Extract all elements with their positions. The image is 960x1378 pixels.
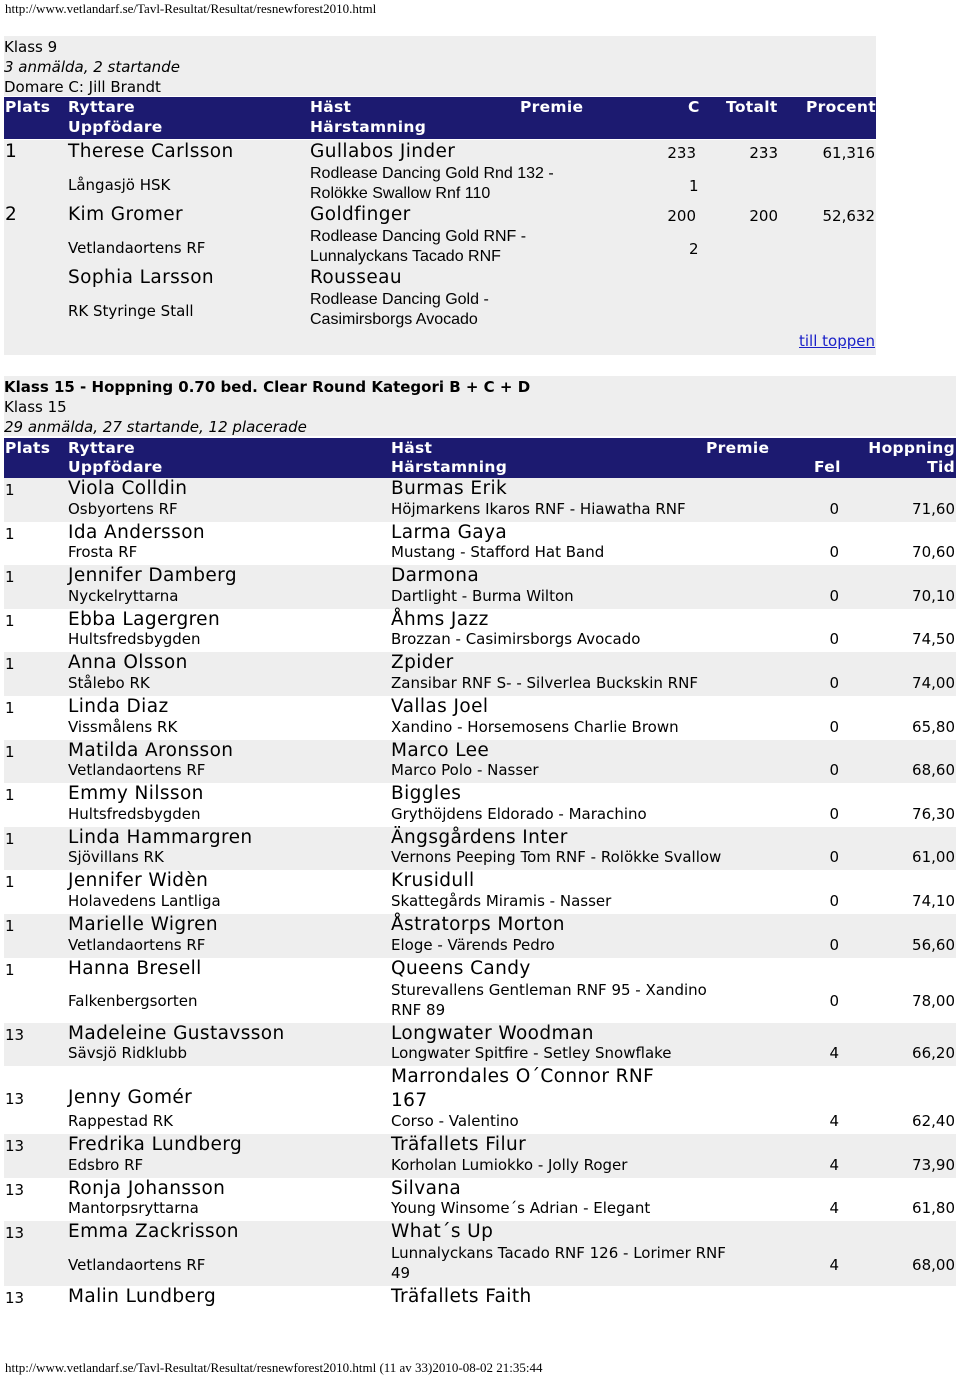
row-hast: Goldfinger bbox=[310, 204, 411, 225]
row-hast: Queens Candy bbox=[391, 957, 531, 979]
row-harstamning: Mustang - Stafford Hat Band bbox=[391, 543, 605, 562]
row-tid: 70,60 bbox=[912, 543, 955, 562]
row-fel: 0 bbox=[829, 891, 839, 910]
row-hast: What´s Up bbox=[391, 1221, 494, 1243]
klass15-table bbox=[4, 478, 956, 1313]
row-uppfodare: Hultsfredsbygden bbox=[68, 804, 201, 823]
row-plats: 1 bbox=[5, 786, 15, 805]
row-hast: Träfallets Filur bbox=[391, 1134, 527, 1156]
header-ryttare: Ryttare bbox=[68, 98, 135, 116]
table-row bbox=[4, 914, 956, 958]
row-plats: 1 bbox=[5, 524, 15, 543]
row-ryttare: Viola Colldin bbox=[68, 478, 188, 499]
row-plats: 1 bbox=[5, 655, 15, 674]
row-tid: 65,80 bbox=[912, 717, 955, 736]
row-tid: 74,00 bbox=[912, 673, 955, 692]
row-ryttare: Kim Gromer bbox=[68, 204, 184, 225]
row-ryttare: Marielle Wigren bbox=[68, 913, 219, 935]
row-hast: Åhms Jazz bbox=[391, 608, 489, 630]
row-uppfodare: Sjövillans RK bbox=[68, 848, 164, 867]
table-row bbox=[4, 870, 956, 914]
header-premie: Premie bbox=[706, 439, 770, 457]
row-hast: Marco Lee bbox=[391, 739, 490, 761]
table-row bbox=[4, 478, 956, 522]
row-harstamning: Dartlight - Burma Wilton bbox=[391, 586, 574, 605]
klass9-subtitle: 3 anmälda, 2 startande bbox=[4, 58, 180, 76]
table-row bbox=[4, 140, 876, 203]
header-tid: Tid bbox=[927, 458, 955, 476]
header-c: C bbox=[688, 98, 700, 116]
row-tid: 74,10 bbox=[912, 891, 955, 910]
row-ryttare: Anna Olsson bbox=[68, 652, 188, 674]
row-hast: Gullabos Jinder bbox=[310, 141, 456, 162]
row-plats: 1 bbox=[5, 698, 15, 717]
row-tid: 71,60 bbox=[912, 499, 955, 518]
row-fel: 0 bbox=[829, 804, 839, 823]
klass9-title: Klass 9 bbox=[4, 38, 58, 56]
row-ryttare: Sophia Larsson bbox=[68, 267, 215, 288]
row-harstamning-1: Rodlease Dancing Gold RNF - bbox=[310, 228, 527, 245]
row-tid: 56,60 bbox=[912, 935, 955, 954]
row-plats: 13 bbox=[5, 1137, 25, 1156]
row-fel: 0 bbox=[829, 586, 839, 605]
row-fel: 4 bbox=[829, 1155, 839, 1174]
row-harstamning: Vernons Peeping Tom RNF - Rolökke Svallow bbox=[391, 848, 722, 867]
row-uppfodare: Holavedens Lantliga bbox=[68, 891, 221, 910]
table-row bbox=[4, 696, 956, 740]
row-hast-2: 167 bbox=[391, 1090, 428, 1112]
row-harstamning: Zansibar RNF S- - Silverlea Buckskin RNF bbox=[391, 673, 698, 692]
row-fel: 0 bbox=[829, 543, 839, 562]
row-ryttare: Malin Lundberg bbox=[68, 1286, 217, 1308]
row-uppfodare: Sävsjö Ridklubb bbox=[68, 1044, 188, 1063]
row-uppfodare: Edsbro RF bbox=[68, 1155, 144, 1174]
row-ryttare: Hanna Bresell bbox=[68, 957, 202, 979]
row-plats: 1 bbox=[5, 873, 15, 892]
klass15-subtitle: Klass 15 bbox=[4, 398, 67, 416]
row-harstamning-1: Rodlease Dancing Gold - bbox=[310, 291, 489, 308]
row-plats: 13 bbox=[5, 1025, 25, 1044]
row-fel: 0 bbox=[829, 761, 839, 780]
to-top-row bbox=[4, 329, 876, 355]
row-c: 200 bbox=[667, 207, 696, 225]
row-plats: 1 bbox=[5, 960, 15, 979]
table-row bbox=[4, 783, 956, 827]
table-row bbox=[4, 652, 956, 696]
row-tid: 70,10 bbox=[912, 586, 955, 605]
row-tid: 61,80 bbox=[912, 1199, 955, 1218]
header-hast: Häst bbox=[310, 98, 352, 116]
row-tid: 66,20 bbox=[912, 1044, 955, 1063]
row-hast: Biggles bbox=[391, 783, 462, 805]
row-plats: 1 bbox=[5, 611, 15, 630]
row-hast: Darmona bbox=[391, 565, 480, 587]
row-plats: 1 bbox=[5, 916, 15, 935]
row-hast: Longwater Woodman bbox=[391, 1022, 594, 1044]
row-plats: 1 bbox=[5, 141, 18, 162]
row-uppfodare: Långasjö HSK bbox=[68, 176, 171, 194]
page-footer: http://www.vetlandarf.se/Tavl-Resultat/Resultat/resnewforest2010.html (11 av 33)2010-08-02 21:35:44 bbox=[5, 1360, 543, 1375]
row-harstamning-1: Rodlease Dancing Gold Rnd 132 - bbox=[310, 165, 554, 182]
row-uppfodare: Osbyortens RF bbox=[68, 499, 178, 518]
row-harstamning: Xandino - Horsemosens Charlie Brown bbox=[391, 717, 679, 736]
table-row bbox=[4, 1178, 956, 1222]
header-premie: Premie bbox=[520, 98, 584, 116]
row-fel: 0 bbox=[829, 717, 839, 736]
to-top-link[interactable]: till toppen bbox=[799, 332, 875, 350]
row-ryttare: Jenny Gomér bbox=[68, 1087, 193, 1109]
row-hast: Zpider bbox=[391, 652, 454, 674]
table-row bbox=[4, 1066, 956, 1134]
table-row bbox=[4, 1221, 956, 1286]
klass15-info bbox=[4, 376, 956, 436]
row-ryttare: Fredrika Lundberg bbox=[68, 1134, 243, 1156]
row-harstamning: Eloge - Värends Pedro bbox=[391, 935, 555, 954]
header-hast: Häst bbox=[391, 439, 433, 457]
row-ryttare: Emma Zackrisson bbox=[68, 1221, 239, 1243]
klass15-table-header bbox=[4, 438, 956, 478]
row-uppfodare: Vetlandaortens RF bbox=[68, 1255, 206, 1274]
row-fel: 0 bbox=[829, 848, 839, 867]
row-totalt: 200 bbox=[749, 207, 778, 225]
row-harstamning: Longwater Spitfire - Setley Snowflake bbox=[391, 1044, 672, 1063]
klass9-info bbox=[4, 36, 876, 96]
row-plats: 13 bbox=[5, 1289, 25, 1308]
row-uppfodare: Vetlandaortens RF bbox=[68, 239, 206, 257]
row-fel: 4 bbox=[829, 1199, 839, 1218]
row-tid: 76,30 bbox=[912, 804, 955, 823]
row-hast: Vallas Joel bbox=[391, 695, 489, 717]
table-row bbox=[4, 266, 876, 329]
header-fel: Fel bbox=[814, 458, 841, 476]
row-hast: Burmas Erik bbox=[391, 478, 508, 499]
row-ryttare: Madeleine Gustavsson bbox=[68, 1022, 285, 1044]
klass9-judge: Domare C: Jill Brandt bbox=[4, 78, 161, 96]
row-uppfodare: Falkenbergsorten bbox=[68, 992, 198, 1011]
table-row bbox=[4, 1023, 956, 1067]
row-harstamning-2: RNF 89 bbox=[391, 1000, 446, 1019]
header-harstamning: Härstamning bbox=[391, 458, 508, 476]
row-harstamning: Skattegårds Miramis - Nasser bbox=[391, 891, 612, 910]
row-plats: 13 bbox=[5, 1090, 25, 1109]
row-tid: 74,50 bbox=[912, 630, 955, 649]
table-row bbox=[4, 740, 956, 784]
row-hast: Larma Gaya bbox=[391, 521, 508, 543]
row-plats: 1 bbox=[5, 742, 15, 761]
table-row bbox=[4, 565, 956, 609]
klass9-table-header bbox=[4, 97, 876, 139]
row-uppfodare: Mantorpsryttarna bbox=[68, 1199, 199, 1218]
klass15-counts: 29 anmälda, 27 startande, 12 placerade bbox=[4, 418, 307, 436]
row-ryttare: Linda Hammargren bbox=[68, 826, 253, 848]
row-fel: 4 bbox=[829, 1255, 839, 1274]
row-plats: 13 bbox=[5, 1224, 25, 1243]
row-hast: Rousseau bbox=[310, 267, 402, 288]
row-harstamning: Marco Polo - Nasser bbox=[391, 761, 539, 780]
row-ryttare: Ebba Lagergren bbox=[68, 608, 221, 630]
row-tid: 68,60 bbox=[912, 761, 955, 780]
row-totalt: 233 bbox=[749, 144, 778, 162]
row-fel: 0 bbox=[829, 673, 839, 692]
row-ryttare: Therese Carlsson bbox=[68, 141, 234, 162]
header-ryttare: Ryttare bbox=[68, 439, 135, 457]
header-harstamning: Härstamning bbox=[310, 118, 427, 136]
row-tid: 78,00 bbox=[912, 992, 955, 1011]
row-ryttare: Jennifer Damberg bbox=[68, 565, 237, 587]
page-url-header: http://www.vetlandarf.se/Tavl-Resultat/Resultat/resnewforest2010.html bbox=[5, 1, 377, 16]
header-plats: Plats bbox=[5, 439, 51, 457]
row-fel: 4 bbox=[829, 1112, 839, 1131]
row-hast: Ängsgårdens Inter bbox=[391, 826, 568, 848]
header-totalt: Totalt bbox=[726, 98, 778, 116]
row-uppfodare: Frosta RF bbox=[68, 543, 138, 562]
row-uppfodare: Stålebo RK bbox=[68, 673, 150, 692]
row-plats: 1 bbox=[5, 568, 15, 587]
row-harstamning-2: 49 bbox=[391, 1264, 411, 1283]
row-tid: 62,40 bbox=[912, 1112, 955, 1131]
row-harstamning: Grythöjdens Eldorado - Marachino bbox=[391, 804, 647, 823]
row-fel: 0 bbox=[829, 499, 839, 518]
row-procent: 61,316 bbox=[822, 144, 875, 162]
row-premie: 1 bbox=[689, 177, 699, 195]
row-ryttare: Matilda Aronsson bbox=[68, 739, 234, 761]
row-uppfodare: Vetlandaortens RF bbox=[68, 935, 206, 954]
row-hast: Träfallets Faith bbox=[391, 1286, 532, 1308]
row-tid: 73,90 bbox=[912, 1155, 955, 1174]
row-hast: Åstratorps Morton bbox=[391, 913, 565, 935]
row-uppfodare: Vissmålens RK bbox=[68, 717, 178, 736]
row-uppfodare: Vetlandaortens RF bbox=[68, 761, 206, 780]
row-plats: 1 bbox=[5, 481, 15, 499]
klass15-title: Klass 15 - Hoppning 0.70 bed. Clear Round Kategori B + C + D bbox=[4, 378, 531, 396]
row-procent: 52,632 bbox=[822, 207, 875, 225]
row-harstamning-2: Lunnalyckans Tacado RNF bbox=[310, 248, 501, 265]
row-hast: Silvana bbox=[391, 1177, 462, 1199]
header-uppfodare: Uppfödare bbox=[68, 458, 163, 476]
row-tid: 68,00 bbox=[912, 1255, 955, 1274]
row-ryttare: Ronja Johansson bbox=[68, 1177, 226, 1199]
row-harstamning: Korholan Lumiokko - Jolly Roger bbox=[391, 1155, 628, 1174]
row-fel: 0 bbox=[829, 935, 839, 954]
table-row bbox=[4, 203, 876, 266]
row-harstamning: Höjmarkens Ikaros RNF - Hiawatha RNF bbox=[391, 499, 686, 518]
table-row bbox=[4, 958, 956, 1023]
row-fel: 0 bbox=[829, 630, 839, 649]
row-harstamning-2: Rolökke Swallow Rnf 110 bbox=[310, 185, 491, 202]
row-c: 233 bbox=[667, 144, 696, 162]
row-ryttare: Emmy Nilsson bbox=[68, 783, 204, 805]
row-premie: 2 bbox=[689, 240, 699, 258]
row-uppfodare: Hultsfredsbygden bbox=[68, 630, 201, 649]
header-plats: Plats bbox=[5, 98, 51, 116]
row-harstamning: Corso - Valentino bbox=[391, 1112, 519, 1131]
row-ryttare: Linda Diaz bbox=[68, 695, 169, 717]
table-row bbox=[4, 522, 956, 566]
row-plats: 2 bbox=[5, 204, 18, 225]
row-fel: 4 bbox=[829, 1044, 839, 1063]
row-hast-1: Marrondales O´Connor RNF bbox=[391, 1066, 655, 1088]
table-row bbox=[4, 1286, 956, 1313]
row-uppfodare: Nyckelryttarna bbox=[68, 586, 179, 605]
row-uppfodare: RK Styringe Stall bbox=[68, 302, 194, 320]
row-fel: 0 bbox=[829, 992, 839, 1011]
table-row bbox=[4, 609, 956, 653]
row-plats: 1 bbox=[5, 829, 15, 848]
row-hast: Krusidull bbox=[391, 870, 475, 892]
row-ryttare: Ida Andersson bbox=[68, 521, 206, 543]
row-harstamning-1: Lunnalyckans Tacado RNF 126 - Lorimer RNF bbox=[391, 1244, 726, 1263]
table-row bbox=[4, 827, 956, 871]
header-hoppning: Hoppning bbox=[868, 439, 955, 457]
klass9-table bbox=[4, 140, 876, 355]
table-row bbox=[4, 1134, 956, 1178]
row-tid: 61,00 bbox=[912, 848, 955, 867]
row-harstamning: Brozzan - Casimirsborgs Avocado bbox=[391, 630, 641, 649]
row-plats: 13 bbox=[5, 1180, 25, 1199]
row-harstamning: Young Winsome´s Adrian - Elegant bbox=[391, 1199, 651, 1218]
header-uppfodare: Uppfödare bbox=[68, 118, 163, 136]
row-harstamning-2: Casimirsborgs Avocado bbox=[310, 311, 478, 328]
row-ryttare: Jennifer Widèn bbox=[68, 870, 209, 892]
row-harstamning-1: Sturevallens Gentleman RNF 95 - Xandino bbox=[391, 980, 707, 999]
row-uppfodare: Rappestad RK bbox=[68, 1112, 173, 1131]
header-procent: Procent bbox=[806, 98, 876, 116]
